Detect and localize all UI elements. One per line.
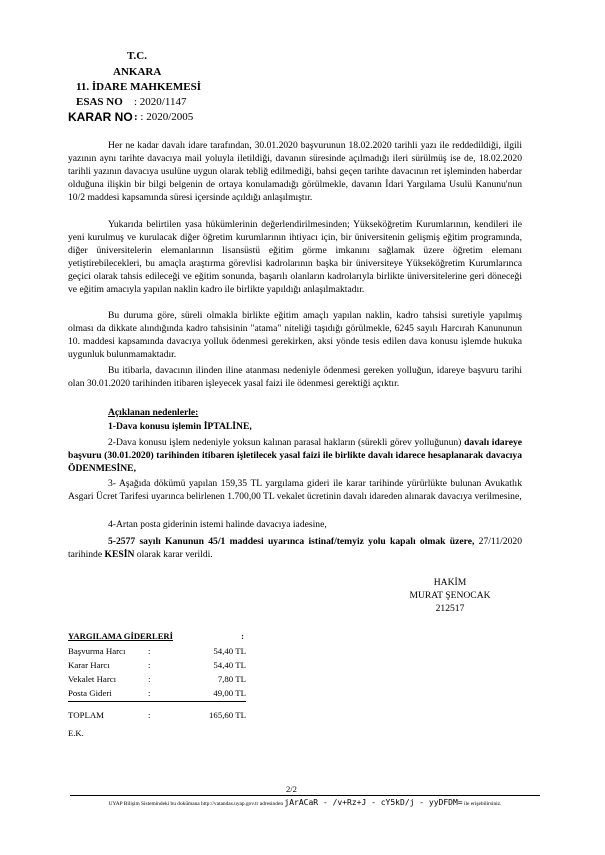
costs-total-amount: 165,60 TL	[209, 710, 246, 720]
ruling-item-1-text: 1-Dava konusu işlemin İPTALİNE,	[108, 421, 252, 432]
costs-heading-text: YARGILAMA GİDERLERİ	[68, 631, 173, 641]
ruling-item-1	[68, 420, 522, 433]
judge-number: 212517	[435, 603, 465, 614]
reasons-heading-text: Açıklanan nedenlerle:	[108, 407, 199, 418]
karar-colon: :	[134, 111, 138, 123]
paragraph-2-text: Yukarıda belirtilen yasa hükümlerinin değerlendirilmesinden; Yükseköğretim Kurumlarının, kendileri ile yeni kurulmuş ve kurulacak diğer öğretim kurumlarının ihtiyacı için, bir üniversitenin gelişmiş eğitim programında, diğer üniversitelerin elemanlarının lisansüstü eğitim görme imkanını sağlamak üzere öğretim elemanı yetiştirebilecekleri, bu amaçla araştırma görevlisi kadrolarının başka bir üniversiteye Yükseköğretim Kurumlarınca geçici olarak tahsis edileceği ve eğitim sonunda, başarılı olanların kadrolarıyla birlikte üniversitelerine geri döneceği ve eğitim amacıyla yapılan naklin kadro ile birlikte yapıldığı anlaşılmaktadır.	[68, 219, 522, 295]
cost-sep: :	[148, 660, 151, 670]
cost-sep: :	[148, 674, 151, 684]
costs-total-label: TOPLAM	[68, 710, 105, 720]
judge-title: HAKİM	[433, 577, 467, 588]
esas-value: : 2020/1147	[134, 96, 187, 108]
karar-no	[68, 110, 194, 125]
page-number: 2/2	[286, 784, 297, 794]
paragraph-4	[68, 364, 522, 390]
header-city: ANKARA	[113, 66, 162, 78]
costs-total-row	[68, 708, 248, 722]
ruling-item-2-bold: davalı idareye başvuru (30.01.2020) tarihinden itibaren işletilecek yasal faizi ile birlikte davalı idarece hesaplanarak davacıya ÖDENMESİNE,	[68, 437, 523, 474]
paragraph-2	[68, 218, 522, 296]
cost-amount: 54,40 TL	[213, 660, 246, 670]
ruling-item-2-text: 2-Dava konusu işlem nedeniyle yoksun kalınan parasal hakların (sürekli görev yolluğunun)	[108, 437, 462, 448]
ruling-item-3	[68, 477, 522, 503]
esas-no	[76, 96, 187, 108]
karar-value	[134, 111, 193, 123]
footer-verify-code: jArACaR - /v+Rz+J - cY5kD/j - yyDFDM=	[284, 798, 463, 807]
footer-verify-line	[70, 798, 540, 807]
ruling-item-4-text: 4-Artan posta giderinin istemi halinde davacıya iadesine,	[108, 519, 327, 530]
cost-row	[68, 686, 248, 700]
ruling-item-5-bold: 5-2577 sayılı Kanunun 45/1 maddesi uyarınca istinaf/temyiz yolu kapalı olmak üzere,	[108, 536, 475, 547]
karar-number: : 2020/2005	[140, 111, 194, 123]
reasons-heading	[68, 406, 522, 419]
ruling-item-3-text: 3- Aşağıda dökümü yapılan 159,35 TL yargılama gideri ile karar tarihinde yürürlükte bulunan Avukatlık Asgari Ücret Tarifesi uyarınca belirlenen 1.700,00 TL vekalet ücretinin davalı idareden alınarak davacıya verilmesine,	[68, 478, 522, 502]
ruling-item-2	[68, 436, 522, 475]
paragraph-3-text: Bu duruma göre, süreli olmakla birlikte eğitim amaçlı yapılan naklin, kadro tahsisi suretiyle yapılmış olması da dikkate alındığında kadro tahsisinin "atama" niteliği taşıdığı görülmekle, 6245 sayılı Harcırah Kanununun 10. maddesi kapsamında davacıya yolluk ödenmesi gerekirken, aksi yönde tesis edilen dava konusu işlemde hukuka uygunluk bulunmamaktadır.	[68, 310, 522, 360]
cost-label: Başvurma Harcı	[68, 646, 126, 656]
ruling-kesin: KESİN	[104, 549, 135, 560]
footer-verify-prefix: UYAP Bilişim Sistemindeki bu dokümana http://vatandas.uyap.gov.tr adresinden	[108, 801, 284, 807]
ruling-item-5	[68, 535, 522, 561]
cost-label: Vekalet Harcı	[68, 674, 117, 684]
paragraph-3	[68, 309, 522, 361]
court-name: 11. İDARE MAHKEMESİ	[76, 81, 201, 93]
header-tc: T.C.	[127, 50, 147, 62]
cost-sep: :	[148, 646, 151, 656]
cost-row	[68, 658, 248, 672]
ruling-item-5-date: 27/11/2020 tarihinde	[68, 536, 522, 560]
costs-heading	[68, 631, 246, 641]
signature-block	[380, 576, 520, 615]
karar-label: KARAR NO	[68, 110, 133, 124]
esas-label: ESAS NO	[76, 96, 123, 108]
cost-row	[68, 672, 248, 686]
cost-label: Posta Gideri	[68, 688, 112, 698]
judge-name: MURAT ŞENOCAK	[409, 590, 491, 601]
cost-sep: :	[148, 688, 151, 698]
paragraph-4-text: Bu itibarla, davacının ilinden iline atanması nedeniyle ödenmesi gereken yolluğun, idareye başvuru tarihi olan 30.01.2020 tarihinden itibaren işleyecek yasal faizi ile ödenmesi gerektiği açıktır.	[68, 365, 522, 389]
costs-heading-colon: :	[241, 631, 244, 641]
paragraph-1-text: Her ne kadar davalı idare tarafından, 30.01.2020 başvurunun 18.02.2020 tarihli yazı ile reddedildiği, ilgili yazının aynı tarihte davacıya mail yoluyla iletildiği, davanın süresinde açılmadığı ileri sürülmüş ise de, 18.02.2020 tarihli yazının davacıya usulüne uygun olarak tebliğ edilmediği, bahsi geçen tarihte davacının ret işleminden haberdar olduğuna ilişkin bir bilgi belgenin de ortaya konulamadığı görülmekle, davanın İdari Yargılama Usulü Kanunu'nun 10/2 maddesi kapsamında süresi içersinde açıldığı anlaşılmıştır.	[68, 140, 522, 203]
footer-bar	[70, 795, 540, 810]
ruling-item-5-end: olarak karar verildi.	[136, 549, 213, 560]
cost-label: Karar Harcı	[68, 660, 110, 670]
cost-amount: 54,40 TL	[213, 646, 246, 656]
paragraph-1	[68, 139, 522, 204]
ek-label: E.K.	[68, 728, 84, 738]
cost-row	[68, 644, 248, 658]
costs-divider	[68, 701, 246, 702]
cost-amount: 7,80 TL	[217, 674, 246, 684]
costs-total-sep: :	[148, 710, 151, 720]
footer-verify-suffix: ile erişebilirsiniz.	[463, 801, 502, 807]
ruling-item-4	[68, 518, 522, 531]
cost-amount: 49,00 TL	[213, 688, 246, 698]
